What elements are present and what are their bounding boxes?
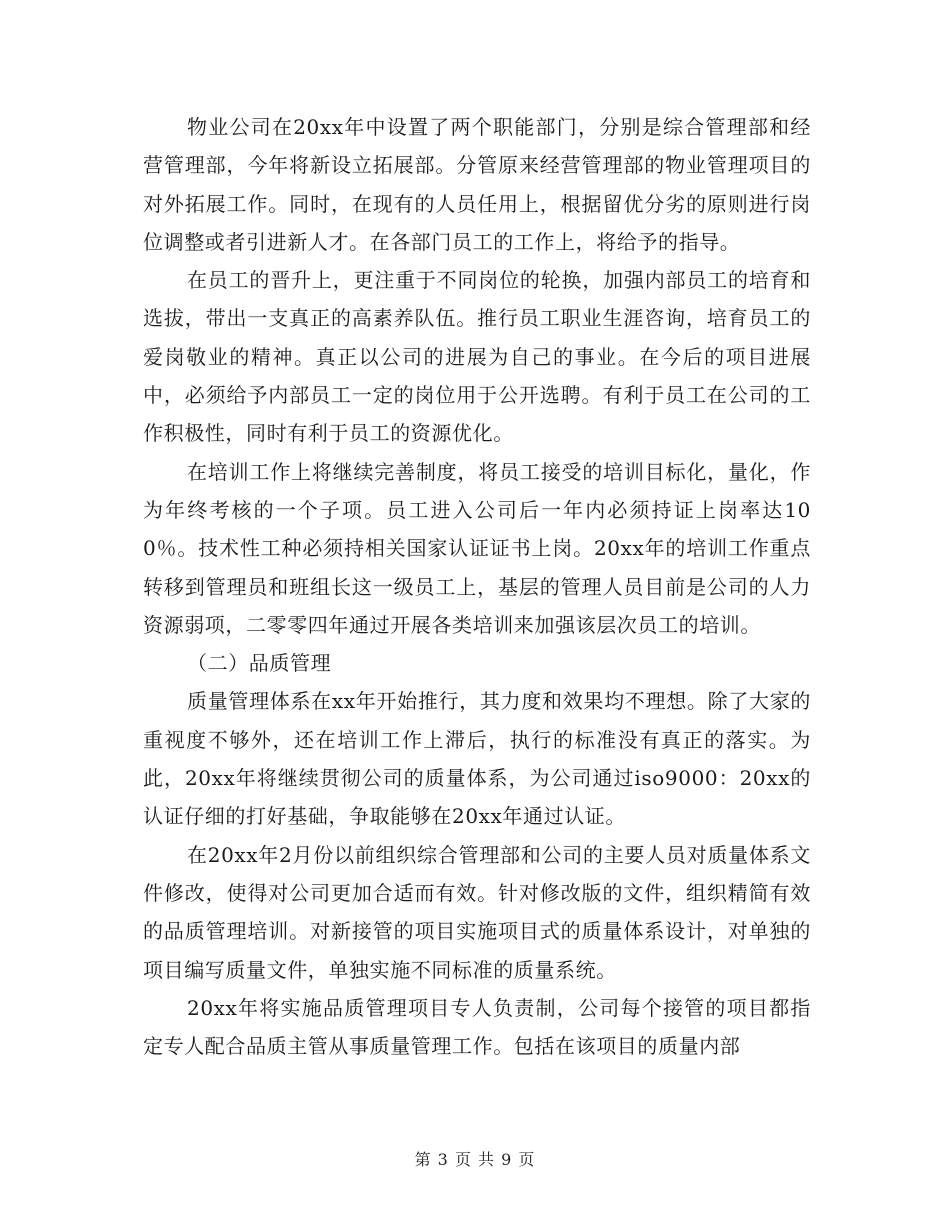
paragraph-quality-revision: 在20xx年2月份以前组织综合管理部和公司的主要人员对质量体系文件修改，使得对公司更加合适而有效。针对修改版的文件，组织精简有效的品质管理培训。对新接管的项目实施项目式的质量体系设计，对单独的项目编写质量文件，单独实施不同标准的质量系统。 <box>143 842 811 982</box>
paragraph-quality-system: 质量管理体系在xx年开始推行，其力度和效果均不理想。除了大家的重视度不够外，还在培训工作上滞后，执行的标准没有真正的落实。为此，20xx年将继续贯彻公司的质量体系，为公司通过iso9000：20xx的认证仔细的打好基础，争取能够在20xx年通过认证。 <box>143 689 811 829</box>
paragraph-departments: 物业公司在20xx年中设置了两个职能部门，分别是综合管理部和经营管理部，今年将新设立拓展部。分管原来经营管理部的物业管理项目的对外拓展工作。同时，在现有的人员任用上，根据留优分劣的原则进行岗位调整或者引进新人才。在各部门员工的工作上，将给予的指导。 <box>143 115 811 254</box>
document-body <box>143 108 811 1065</box>
paragraph-training: 在培训工作上将继续完善制度，将员工接受的培训目标化，量化，作为年终考核的一个子项。员工进入公司后一年内必须持证上岗率达100％。技术性工种必须持相关国家认证证书上岗。20xx年的培训工作重点转移到管理员和班组长这一级员工上，基层的管理人员目前是公司的人力资源弱项，二零零四年通过开展各类培训来加强该层次员工的培训。 <box>143 459 811 637</box>
page-number-footer: 第 3 页 共 9 页 <box>414 1150 536 1169</box>
section-heading-quality: （二）品质管理 <box>187 651 332 676</box>
paragraph-promotion: 在员工的晋升上，更注重于不同岗位的轮换，加强内部员工的培育和选拔，带出一支真正的高素养队伍。推行员工职业生涯咨询，培育员工的爱岗敬业的精神。真正以公司的进展为自己的事业。在今后的项目进展中，必须给予内部员工一定的岗位用于公开选聘。有利于员工在公司的工作积极性，同时有利于员工的资源优化。 <box>143 268 811 446</box>
paragraph-quality-responsibility: 20xx年将实施品质管理项目专人负责制，公司每个接管的项目都指定专人配合品质主管从事质量管理工作。包括在该项目的质量内部 <box>143 995 811 1059</box>
